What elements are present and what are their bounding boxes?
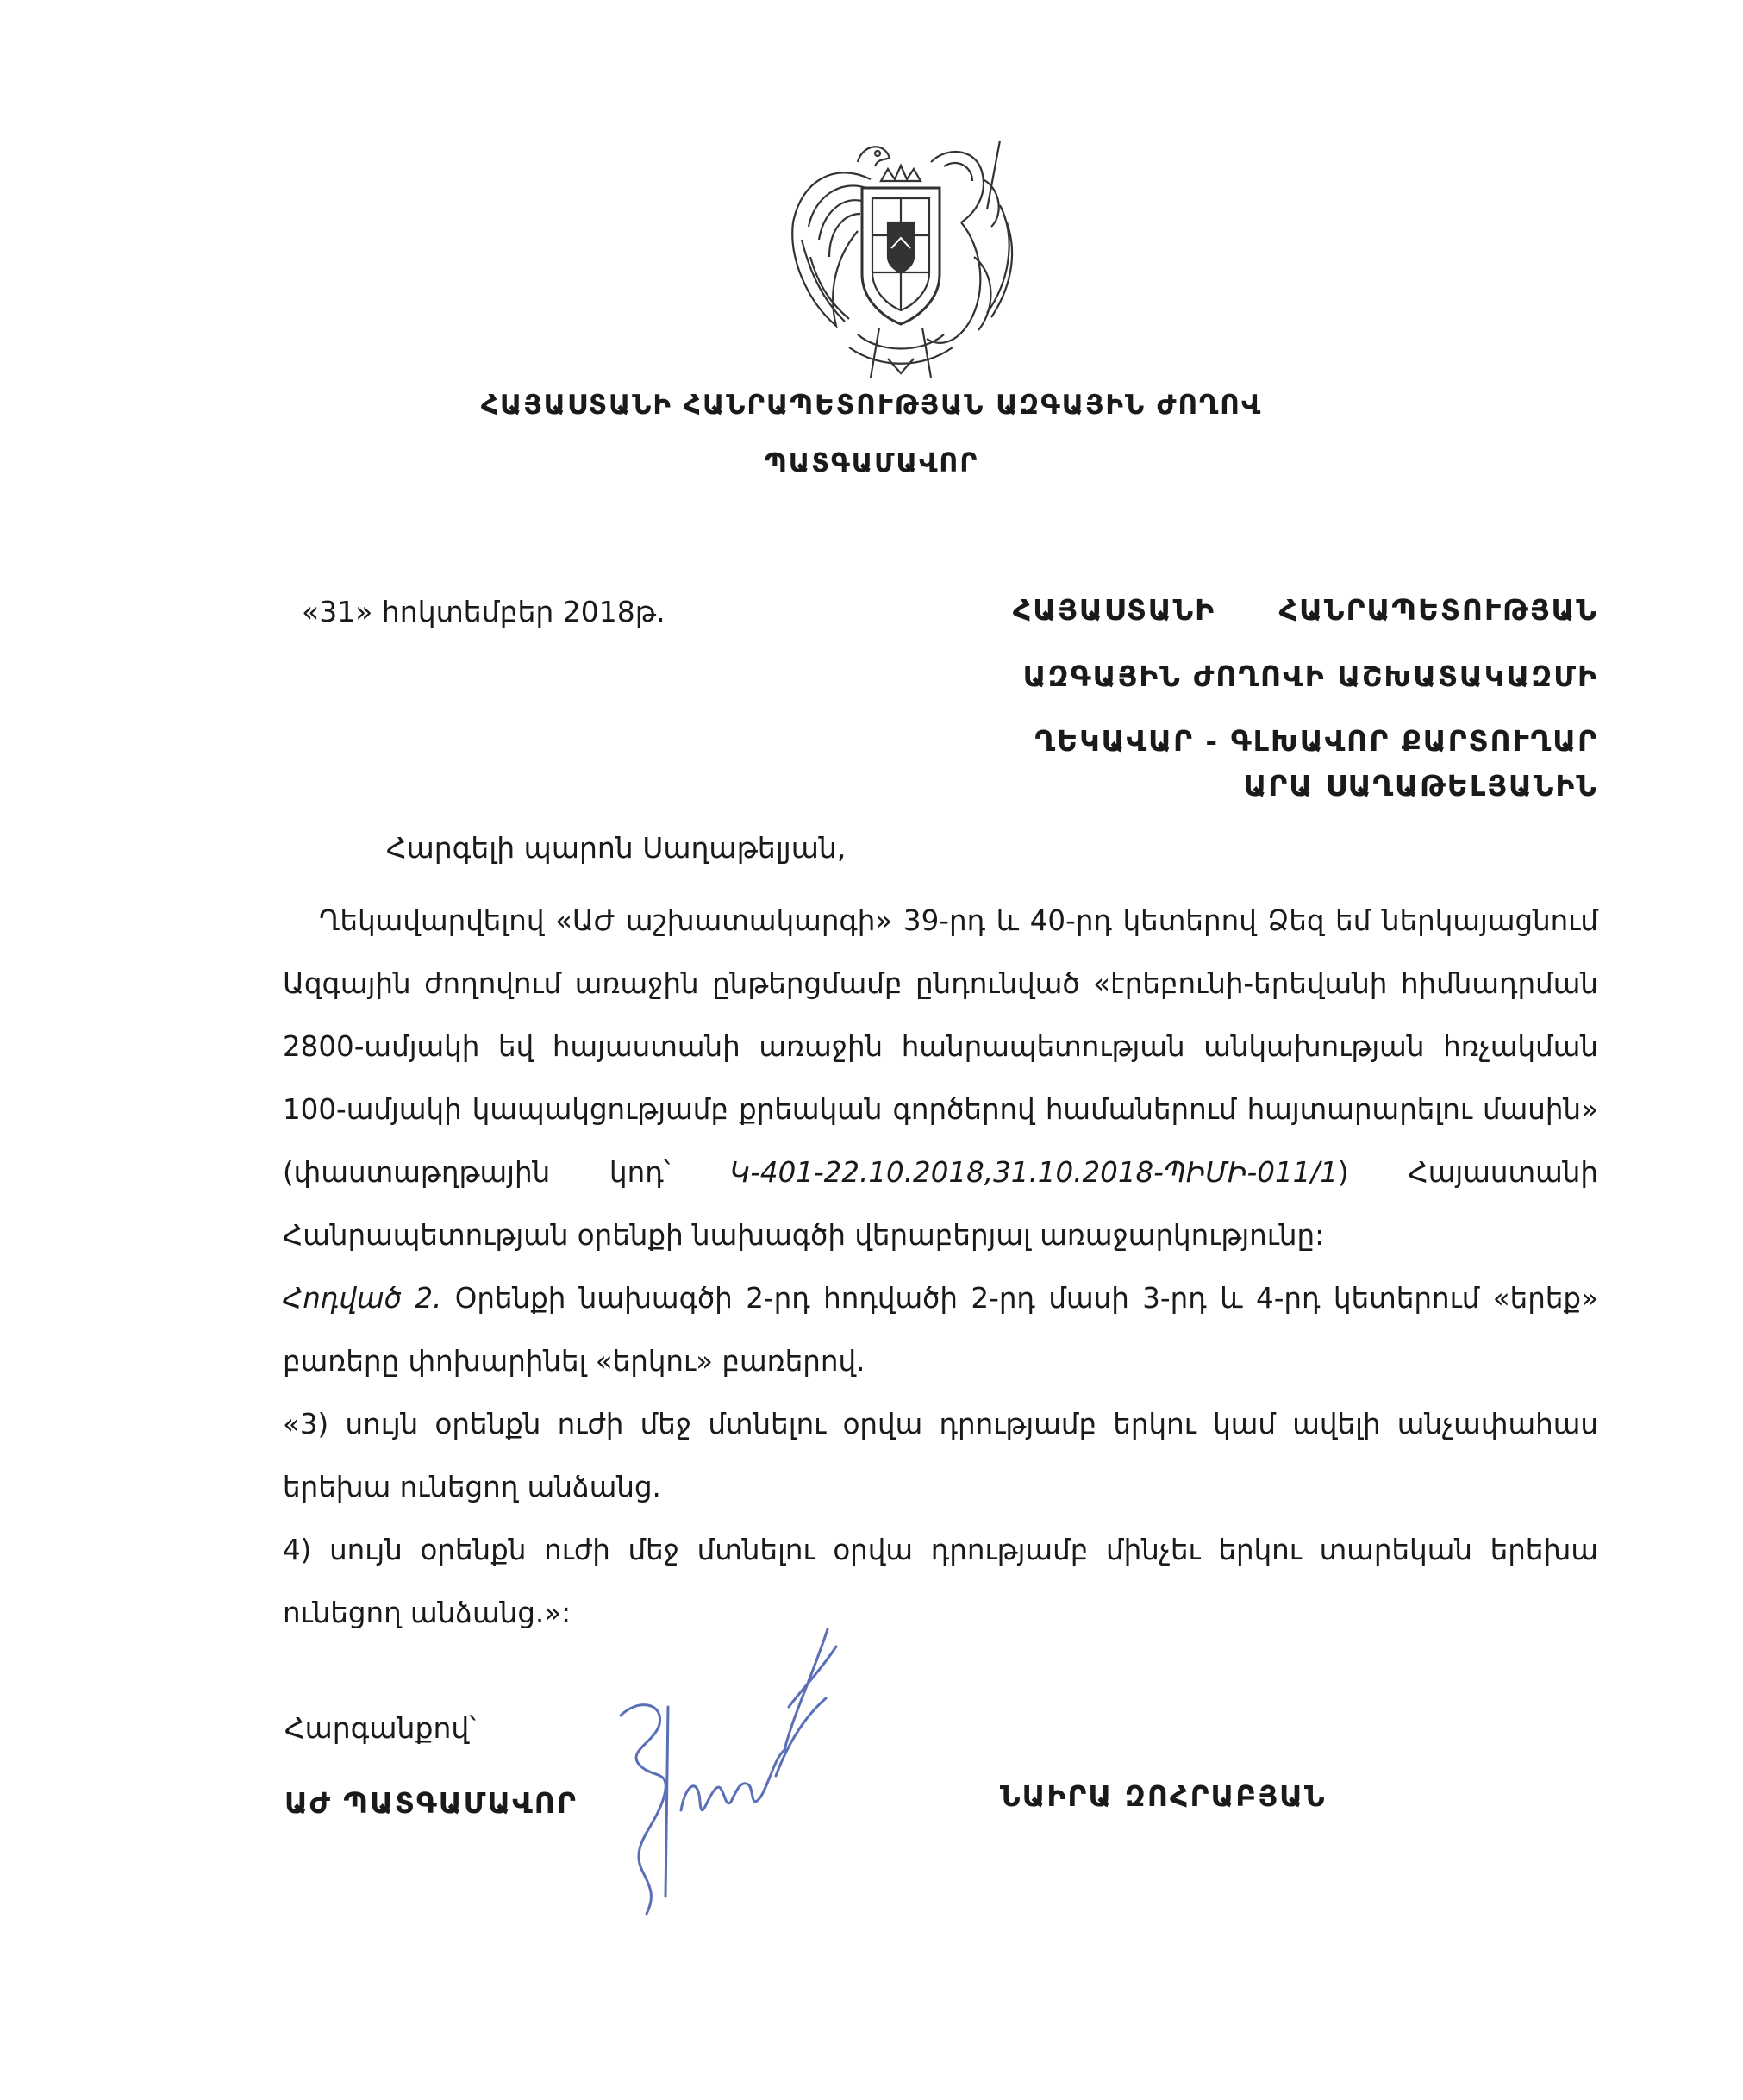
letter-date: «31» հոկտեմբեր 2018թ. bbox=[302, 595, 665, 628]
letter-body bbox=[283, 890, 1598, 1645]
article-paragraph bbox=[283, 1267, 1598, 1393]
article-text: Օրենքի նախագծի 2-րդ հոդվածի 2-րդ մասի 3-րդ և 4-րդ կետերում «երեք» բառերը փոխարինել «երկու» բառերով. bbox=[283, 1282, 1598, 1378]
addressee-line-3: ՂԵԿԱՎԱՐ - ԳԼԽԱՎՈՐ ՔԱՐՏՈՒՂԱՐ bbox=[1034, 724, 1598, 758]
addressee-line-4: ԱՐԱ ՍԱՂԱԹԵԼՅԱՆԻՆ bbox=[1243, 769, 1598, 803]
addressee-line-1: ՀԱՅԱՍՏԱՆԻ ՀԱՆՐԱՊԵՏՈՒԹՅԱՆ bbox=[1012, 593, 1598, 627]
paragraph-text: Ղեկավարվելով «ԱԺ աշխատակարգի» 39-րդ և 40-րդ կետերով Ձեզ եմ ներկայացնում Ազգային ժողովում առաջին ընթերցմամբ ընդունված «էրեբունի-երեվանի հիմնադրման 2800-ամյակի եվ հայաստանի առաջին հանրապետության անկախության հռչակման 100-ամյակի կապակցությամբ քրեական գործերով համաներում հայտարարելու մասին» (փաստաթղթային կոդ՝ bbox=[283, 904, 1598, 1189]
handwritten-signature bbox=[603, 1612, 862, 1922]
article-label: Հոդված 2. bbox=[283, 1282, 442, 1315]
document-code: Կ-401-22.10.2018,31.10.2018-ՊԻՄԻ-011/1 bbox=[729, 1156, 1338, 1189]
deputy-header: ՊԱՏԳԱՄԱՎՈՐ bbox=[764, 448, 979, 478]
armenia-coat-of-arms-icon bbox=[776, 128, 1026, 386]
item-3: «3) սույն օրենքն ուժի մեջ մտնելու օրվա դրությամբ երկու կամ ավելի անչափահաս երեխա ունեցող անձանց. bbox=[283, 1408, 1598, 1503]
salutation: Հարգելի պարոն Սաղաթելյան, bbox=[386, 831, 847, 865]
signer-name: ՆԱԻՐԱ ԶՈՀՐԱԲՅԱՆ bbox=[1000, 1779, 1327, 1813]
parliament-header: ՀԱՅԱՍՏԱՆԻ ՀԱՆՐԱՊԵՏՈՒԹՅԱՆ ԱԶԳԱՅԻՆ ԺՈՂՈՎ bbox=[480, 390, 1263, 421]
closing: Հարգանքով՝ bbox=[284, 1711, 477, 1745]
paragraph-proposal bbox=[283, 890, 1598, 1267]
addressee-line-2: ԱԶԳԱՅԻՆ ԺՈՂՈՎԻ ԱՇԽԱՏԱԿԱԶՄԻ bbox=[1022, 659, 1598, 693]
item-4: 4) սույն օրենքն ուժի մեջ մտնելու օրվա դրությամբ մինչեւ երկու տարեկան երեխա ունեցող անձանց.»: bbox=[283, 1534, 1598, 1629]
signer-title: ԱԺ ՊԱՏԳԱՄԱՎՈՐ bbox=[284, 1786, 578, 1820]
paragraph-text-end: ) Հայաստանի Հանրապետության օրենքի նախագծի վերաբերյալ առաջարկությունը: bbox=[283, 1156, 1598, 1252]
